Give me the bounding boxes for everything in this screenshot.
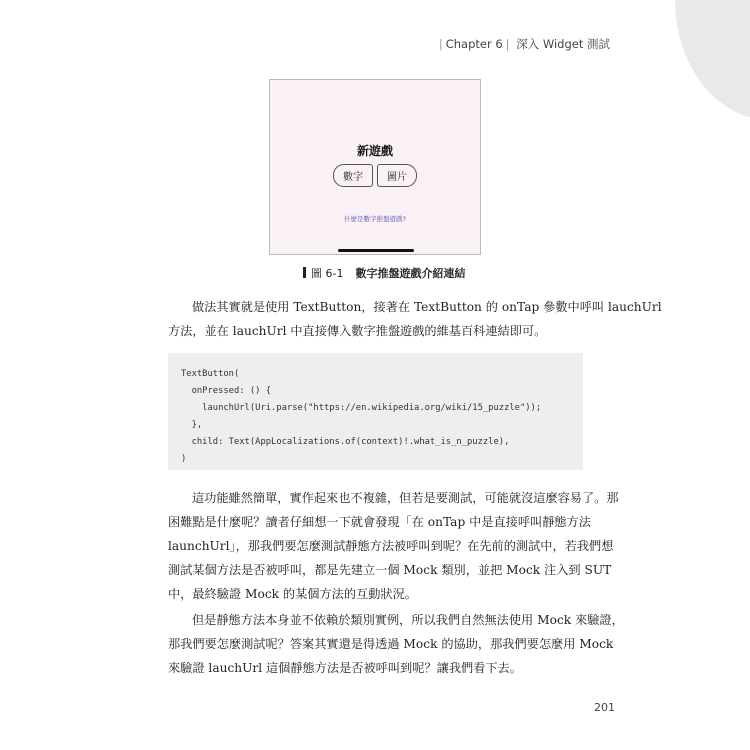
paragraph-line: 中，最終驗證 Mock 的某個方法的互動狀況。 — [168, 587, 417, 601]
app-title: 新遊戲 — [356, 144, 393, 158]
paragraph-line: 做法其實就是使用 TextButton，接著在 TextButton 的 onTap 參數中呼叫 lauchUrl — [192, 300, 662, 314]
paragraph-line: 測試某個方法是否被呼叫，都是先建立一個 Mock 類別，並把 Mock 注入到 SUT — [168, 563, 612, 577]
chapter-label: Chapter 6 — [445, 37, 503, 51]
paragraph-1 — [168, 295, 662, 343]
paragraph-line: launchUrl」，那我們要怎麼測試靜態方法被呼叫到呢？在先前的測試中，若我們想 — [168, 539, 614, 553]
figure-title: 數字推盤遊戲介紹連結 — [355, 267, 466, 280]
paragraph-line: 這功能雖然簡單，實作起來也不複雜，但若是要測試，可能就沒這麼容易了。那 — [192, 491, 619, 505]
image-button[interactable]: 圖片 — [377, 164, 417, 187]
page-number: 201 — [594, 701, 615, 714]
code-line: launchUrl(Uri.parse("https://en.wikipedia.org/wiki/15_puzzle")); — [181, 403, 542, 413]
paragraph-2 — [168, 486, 619, 606]
code-line: }, — [181, 420, 203, 430]
section-title: 深入 Widget 測試 — [516, 37, 610, 51]
paragraph-line: 來驗證 lauchUrl 這個靜態方法是否被呼叫到呢？讓我們看下去。 — [168, 661, 522, 675]
code-line: child: Text(AppLocalizations.of(context)!.what_is_n_puzzle), — [181, 437, 510, 447]
code-line: TextButton( — [181, 369, 240, 379]
code-line: ) — [181, 454, 187, 464]
paragraph-line: 那我們要怎麼測試呢？答案其實還是得透過 Mock 的協助，那我們要怎麼用 Mock — [168, 637, 614, 651]
paragraph-line: 方法，並在 lauchUrl 中直接傳入數字推盤遊戲的維基百科連結即可。 — [168, 324, 547, 338]
mode-toggle — [270, 164, 480, 187]
code-line: onPressed: () { — [181, 386, 272, 396]
paragraph-3 — [168, 608, 624, 680]
code-content — [168, 353, 583, 468]
figure-app-screenshot — [269, 79, 481, 255]
figure-caption — [303, 265, 465, 281]
caption-marker — [303, 267, 306, 278]
paragraph-line: 但是靜態方法本身並不依賴於類別實例，所以我們自然無法使用 Mock 來驗證， — [192, 613, 624, 627]
paragraph-line: 困難點是什麼呢？讀者仔細想一下就會發現「在 onTap 中是直接呼叫靜態方法 — [168, 515, 591, 529]
what-is-puzzle-link[interactable]: 什麼是數字推盤遊戲? — [344, 215, 406, 223]
code-block — [168, 353, 583, 470]
home-indicator — [338, 249, 414, 252]
figure-number: 圖 6-1 — [311, 267, 344, 280]
numbers-button[interactable]: 數字 — [333, 164, 373, 187]
page-corner-decoration — [675, 0, 750, 120]
running-header: | Chapter 6 | 深入 Widget 測試 — [438, 37, 610, 51]
